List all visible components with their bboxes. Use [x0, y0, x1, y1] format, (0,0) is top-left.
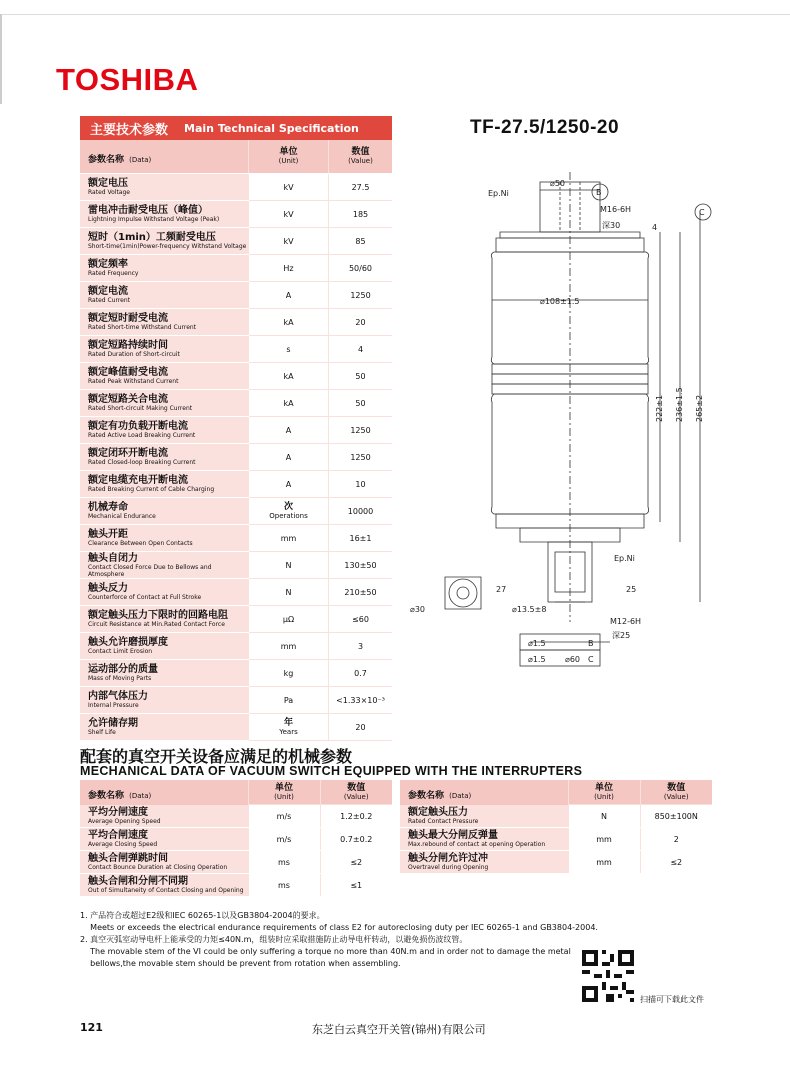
footnote-line: Meets or exceeds the electrical endurance requirements of class E2 for autoreclosing duty per IEC 60265-1 and GB3804-2004.: [80, 923, 598, 932]
mech-unit: ms: [278, 857, 290, 867]
mech-row: [400, 805, 712, 828]
spec-param-en: Clearance Between Open Contacts: [88, 540, 193, 547]
spec-value: 20: [355, 317, 366, 327]
spec-param-en: Contact Closed Force Due to Bellows and Atmosphere: [88, 563, 212, 578]
spec-unit: N: [285, 587, 292, 597]
spec-row: [80, 714, 392, 741]
spec-param-en: Rated Peak Withstand Current: [88, 378, 179, 385]
spec-row: [80, 417, 392, 444]
top-border: [0, 0, 790, 15]
header-value-en: (Value): [348, 157, 373, 165]
spec-param-en: Internal Pressure: [88, 702, 139, 709]
drawing-label: B: [596, 188, 602, 197]
mech-value: ≤2: [670, 857, 683, 867]
spec-row: [80, 390, 392, 417]
spec-value: 27.5: [351, 182, 370, 192]
mech-right-header-unit-cn: 单位: [594, 782, 613, 793]
spec-row: [80, 309, 392, 336]
spec-title-bar: [80, 116, 392, 140]
spec-unit: kA: [283, 371, 294, 381]
spec-unit: Pa: [283, 695, 294, 705]
spec-value: 210±50: [344, 587, 377, 597]
spec-param-cn: 额定短路关合电流: [88, 394, 168, 405]
spec-param-cn: 额定电压: [88, 178, 128, 189]
spec-value: 20: [355, 722, 366, 732]
drawing-label: 25: [626, 585, 637, 594]
spec-unit: kA: [283, 317, 294, 327]
header-unit-cn: 单位: [279, 147, 298, 157]
hex-view-inner: [457, 587, 469, 599]
spec-value: 10: [355, 479, 366, 489]
mech-left-header-param-en: (Data): [129, 791, 152, 800]
spec-param-cn: 额定有功负载开断电流: [88, 421, 188, 432]
spec-value: 50/60: [348, 263, 373, 273]
mech-unit: N: [601, 811, 607, 821]
drawing-label: M12-6H: [610, 617, 642, 626]
spec-param-en: Mass of Moving Parts: [88, 675, 152, 682]
spec-param-cn: 额定电缆充电开断电流: [88, 475, 188, 486]
footnotes: [80, 910, 598, 970]
spec-row: [80, 660, 392, 687]
header-param-en: (Data): [129, 156, 152, 164]
spec-param-cn: 触头开距: [88, 529, 128, 540]
spec-param-cn: 额定频率: [88, 259, 128, 270]
spec-unit: N: [285, 560, 292, 570]
mech-unit: mm: [596, 834, 612, 844]
mech-param-en: Contact Bounce Duration at Closing Operation: [88, 864, 228, 871]
header-value-cn: 数值: [351, 147, 370, 157]
drawing-label: 4: [652, 223, 658, 232]
spec-param-cn: 雷电冲击耐受电压（峰值）: [88, 205, 208, 216]
mech-param-en: Rated Contact Pressure: [408, 817, 479, 825]
mech-left-header-unit-en: (Unit): [274, 792, 294, 801]
spec-value: 50: [355, 371, 366, 381]
footnote-line: 1. 产品符合或超过E2级和IEC 60265-1以及GB3804-2004的要求。: [80, 911, 325, 920]
spec-param-en: Rated Short-circuit Making Current: [88, 405, 193, 412]
mech-param-cn: 触头合闸弹跳时间: [88, 853, 168, 864]
footnote-line: The movable stem of the VI could be only suffering a torque no more than 40N.m and in order not to damage the metal: [80, 947, 571, 956]
spec-unit: A: [285, 479, 292, 489]
spec-unit: kV: [283, 236, 294, 246]
drawing-label: C: [699, 208, 705, 217]
drawing-label: ⌀1.5: [528, 655, 546, 664]
mech-right-header-param-cn: 参数名称: [408, 790, 445, 801]
mech-value: 2: [673, 834, 679, 844]
mech-param-cn: 平均分闸速度: [88, 806, 148, 818]
spec-param-cn: 额定短时耐受电流: [88, 313, 168, 324]
spec-unit: s: [286, 344, 291, 354]
spec-unit: μΩ: [282, 614, 295, 624]
drawing-label: 236±1.5: [675, 387, 684, 422]
spec-unit: A: [285, 290, 292, 300]
mech-param-en: Out of Simultaneity of Contact Closing and Opening: [88, 887, 244, 894]
drawing-label: Ep.Ni: [614, 554, 635, 563]
drawing-label: M16-6H: [600, 205, 632, 214]
spec-value: 0.7: [354, 668, 367, 678]
mech-param-en: Average Closing Speed: [88, 841, 158, 848]
spec-param-cn: 允许储存期: [88, 718, 138, 729]
main-spec-table: [80, 116, 392, 741]
mech-value: 850±100N: [654, 811, 698, 821]
spec-row: [80, 633, 392, 660]
spec-row: [80, 687, 392, 714]
spec-param-en: Rated Closed-loop Breaking Current: [88, 459, 196, 466]
spec-param-cn: 运动部分的质量: [88, 664, 158, 675]
mech-unit: ms: [278, 880, 290, 890]
mech-right-header-value-cn: 数值: [667, 782, 686, 793]
mech-param-en: Overtravel during Opening: [408, 864, 489, 871]
drawing-label: 深25: [612, 631, 631, 640]
mech-param-en: Average Opening Speed: [88, 817, 161, 825]
mech-row: [80, 805, 392, 828]
mech-table-right: [400, 780, 712, 874]
mech-value: ≤2: [350, 857, 363, 867]
spec-param-en: Rated Breaking Current of Cable Charging: [88, 486, 215, 493]
mech-value: 1.2±0.2: [340, 811, 373, 821]
footnote-line: bellows,the movable stem should be prevent from rotation when assembling.: [80, 959, 401, 968]
mech-value: 0.7±0.2: [340, 834, 373, 844]
mech-right-header-param-en: (Data): [449, 791, 472, 800]
spec-param-cn: 机械寿命: [88, 502, 128, 513]
page-number: 121: [80, 1021, 103, 1034]
spec-row: [80, 174, 392, 201]
spec-row: [80, 579, 392, 606]
mech-right-header-unit-en: (Unit): [594, 792, 614, 801]
spec-header-row: [80, 140, 392, 174]
spec-row: [80, 201, 392, 228]
spec-value: 3: [357, 641, 364, 651]
hex-view-outer: [449, 579, 477, 607]
spec-grid: [80, 140, 392, 741]
spec-row: [80, 363, 392, 390]
toshiba-logo: TOSHIBA: [56, 62, 199, 97]
mech-unit: mm: [596, 857, 612, 867]
spec-value: 10000: [347, 506, 374, 516]
spec-param-en: Rated Short-time Withstand Current: [88, 324, 197, 331]
side-border: [0, 14, 2, 104]
drawing-label: 265±2: [695, 394, 704, 422]
spec-row: [80, 606, 392, 633]
spec-row: [80, 228, 392, 255]
spec-unit: mm: [280, 641, 297, 651]
drawing-label: 深30: [602, 221, 621, 230]
mech-param-en: Max.rebound of contact at opening Operation: [408, 841, 546, 848]
spec-param-en: Lightning Impulse Withstand Voltage (Peak): [88, 216, 220, 223]
spec-row: [80, 525, 392, 552]
drawing-label: ⌀108±1.5: [540, 297, 580, 306]
mech-param-cn: 触头最大分闸反弹量: [408, 830, 498, 841]
spec-param-en: Rated Frequency: [88, 270, 139, 277]
spec-param-cn: 内部气体压力: [88, 691, 148, 702]
spec-param-cn: 额定闭环开断电流: [88, 448, 168, 459]
spec-value: 185: [352, 209, 369, 219]
spec-value: 85: [355, 236, 366, 246]
hex-view-frame: [445, 577, 481, 609]
spec-param-en: Short-time(1min)Power-frequency Withstand Voltage: [88, 243, 247, 250]
mech-table-left: [80, 780, 392, 897]
spec-param-cn: 额定峰值耐受电流: [88, 367, 168, 378]
drawing-label: ⌀13.5±8: [512, 605, 547, 614]
spec-row: [80, 498, 392, 525]
header-param-cn: 参数名称: [88, 155, 125, 165]
spec-value: <1.33×10⁻³: [336, 695, 385, 705]
spec-param-cn: 短时（1min）工频耐受电压: [88, 232, 216, 243]
spec-param-en: Contact Limit Erosion: [88, 648, 153, 655]
spec-unit: kA: [283, 398, 294, 408]
spec-param-en: Rated Voltage: [88, 189, 130, 196]
mech-param-cn: 额定触头压力: [408, 806, 468, 818]
spec-value: 4: [357, 344, 364, 354]
mech-left-header-param-cn: 参数名称: [88, 790, 125, 801]
drawing-label: Ep.Ni: [488, 189, 509, 198]
spec-unit: mm: [280, 533, 297, 543]
mech-row: [80, 851, 392, 874]
spec-param-en: Rated Duration of Short-circuit: [88, 351, 180, 358]
spec-param-cn: 额定电流: [88, 286, 128, 297]
spec-row: [80, 444, 392, 471]
spec-value: ≤60: [352, 614, 369, 624]
spec-unit-cn: 次: [283, 501, 293, 512]
spec-param-en: Rated Active Load Breaking Current: [88, 432, 196, 439]
spec-param-en: Shelf Life: [88, 729, 116, 736]
interrupter-drawing: [400, 172, 730, 672]
spec-row: [80, 471, 392, 498]
spec-param-en: Mechanical Endurance: [88, 513, 156, 520]
spec-unit: A: [285, 425, 292, 435]
spec-unit: Hz: [283, 263, 294, 273]
drawing-label: 222±1: [655, 394, 664, 422]
mech-param-cn: 触头分闸允许过冲: [408, 853, 488, 864]
spec-unit: kV: [283, 209, 294, 219]
mech-right-header-value-en: (Value): [663, 792, 689, 801]
spec-unit-en: Operations: [269, 511, 308, 520]
mech-left-header-value-en: (Value): [343, 792, 369, 801]
drawing-label: ⌀60: [565, 655, 580, 664]
spec-row: [80, 282, 392, 309]
spec-param-en: Circuit Resistance at Min.Rated Contact Force: [88, 621, 225, 628]
mech-left-header-value-cn: 数值: [347, 782, 366, 793]
drawing-label: 27: [496, 585, 507, 594]
spec-row: [80, 255, 392, 282]
company-name: 东芝白云真空开关管(锦州)有限公司: [312, 1023, 486, 1036]
spec-value: 50: [355, 398, 366, 408]
drawing-label: B: [588, 639, 594, 648]
spec-param-en: Rated Current: [88, 297, 131, 304]
drawing-label: ⌀30: [410, 605, 425, 614]
spec-param-cn: 触头自闭力: [88, 552, 138, 564]
spec-unit: A: [285, 452, 292, 462]
spec-param-cn: 触头允许磨损厚度: [88, 637, 168, 648]
mech-row: [400, 828, 712, 851]
mech-value: ≤1: [350, 880, 363, 890]
spec-row: [80, 336, 392, 363]
mech-row: [80, 874, 392, 897]
spec-param-cn: 额定触头压力下限时的回路电阻: [88, 610, 228, 621]
spec-unit-en: Years: [279, 727, 298, 736]
header-unit-en: (Unit): [278, 157, 299, 165]
spec-param-cn: 额定短路持续时间: [88, 340, 168, 351]
mech-unit: m/s: [276, 811, 292, 821]
model-title: TF-27.5/1250-20: [470, 117, 620, 138]
mech-title-en: MECHANICAL DATA OF VACUUM SWITCH EQUIPPED WITH THE INTERRUPTERS: [80, 764, 583, 778]
spec-title-cn: 主要技术参数: [90, 122, 169, 138]
spec-value: 130±50: [344, 560, 377, 570]
drawing-label: C: [588, 655, 594, 664]
mech-row: [80, 828, 392, 851]
drawing-label: ⌀50: [550, 179, 565, 188]
spec-title-en: Main Technical Specification: [184, 121, 359, 135]
spec-value: 16±1: [349, 533, 372, 543]
spec-unit: kg: [283, 668, 294, 678]
mech-param-cn: 平均合闸速度: [88, 830, 148, 841]
spec-unit: kV: [283, 182, 294, 192]
spec-value: 1250: [350, 452, 371, 462]
mech-unit: m/s: [276, 834, 292, 844]
drawing-label: ⌀1.5: [528, 639, 546, 648]
spec-param-en: Counterforce of Contact at Full Stroke: [88, 594, 202, 601]
qr-caption: 扫描可下载此文件: [640, 995, 704, 1004]
mech-row: [400, 851, 712, 874]
qr-code: [582, 950, 634, 1002]
mech-left-header-unit-cn: 单位: [274, 782, 293, 793]
spec-unit-cn: 年: [283, 717, 293, 728]
spec-param-cn: 触头反力: [88, 583, 128, 594]
spec-value: 1250: [350, 425, 371, 435]
spec-value: 1250: [350, 290, 371, 300]
spec-row: [80, 552, 392, 579]
mech-param-cn: 触头合闸和分闸不同期: [88, 876, 188, 887]
mech-title-cn: 配套的真空开关设备应满足的机械参数: [80, 747, 353, 766]
footnote-line: 2. 真空灭弧室动导电杆上能承受的力矩≤40N.m，组装时应采取措施防止动导电杆转动，以避免损伤波纹管。: [80, 935, 468, 944]
